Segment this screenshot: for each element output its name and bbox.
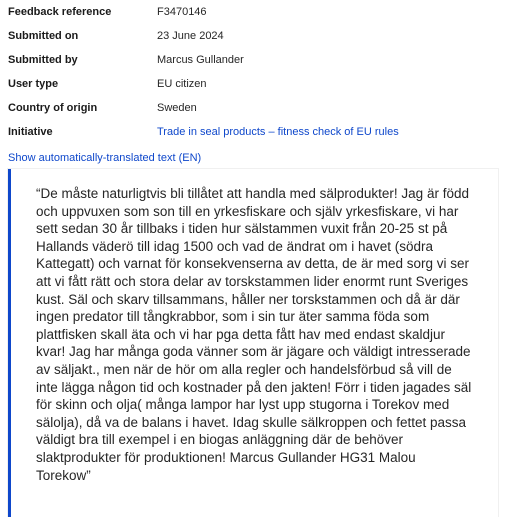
show-translated-text-link[interactable]: Show automatically-translated text (EN) (8, 152, 202, 164)
feedback-reference-label: Feedback reference (8, 6, 112, 18)
initiative-link[interactable]: Trade in seal products – fitness check of EU rules (157, 126, 399, 138)
feedback-reference-value: F3470146 (157, 6, 207, 18)
feedback-quote-box (8, 169, 498, 517)
feedback-details (8, 0, 498, 144)
user-type-row (8, 72, 498, 96)
initiative-value (157, 125, 399, 139)
submitted-on-label: Submitted on (8, 30, 79, 42)
feedback-text: “De måste naturligtvis bli tillåtet att handla med sälprodukter! Jag är född och uppvuxen som son till en yrkesfiskare och själv yrkesfiskare, vi har sett sedan 30 år tillbaks i tiden hur sälstammen vuxit från 20-25 st på Hallands väderö till idag 1500 och vad de ändrat om i havet (södra Kattegatt) och varnat för konsekvenserna av detta, de är med sorg vi ser att vi fått rätt och stora delar av torskstammen lider enormt runt Sveriges kust. Säl och skarv tillsammans, håller ner torskstammen och då är där ingen predator till tångkrabbor, som i sin tur äter samma föda som plattfisken skall äta och vi har pga detta fått hav med endast skaldjur kvar! Jag har många goda vänner som är jägare och väldigt intresserade av säljakt., men när de hör om alla regler och handelsförbud så vill de inte lägga någon tid och kostnader på den jakten! Förr i tiden jagades säl för skinn och olja( många lampor har lyst upp stugorna i Torekov med sälolja), då va de balans i havet. Idag skulle sälkroppen och fettet passa väldigt bra till exempel i en biogas anläggning där de behöver slaktprodukter för produktionen! Marcus Gullander HG31 Malou Torekow” (36, 186, 472, 483)
submitted-by-label: Submitted by (8, 54, 78, 66)
submitted-by-value: Marcus Gullander (157, 54, 244, 66)
submitted-by-row (8, 48, 498, 72)
feedback-reference-row (8, 0, 498, 24)
user-type-value: EU citizen (157, 78, 207, 90)
country-of-origin-row (8, 96, 498, 120)
submitted-on-value: 23 June 2024 (157, 30, 224, 42)
user-type-label: User type (8, 78, 59, 90)
initiative-row (8, 120, 498, 144)
submitted-on-row (8, 24, 498, 48)
country-of-origin-label: Country of origin (8, 102, 98, 114)
initiative-label: Initiative (8, 126, 53, 138)
country-of-origin-value: Sweden (157, 102, 197, 114)
